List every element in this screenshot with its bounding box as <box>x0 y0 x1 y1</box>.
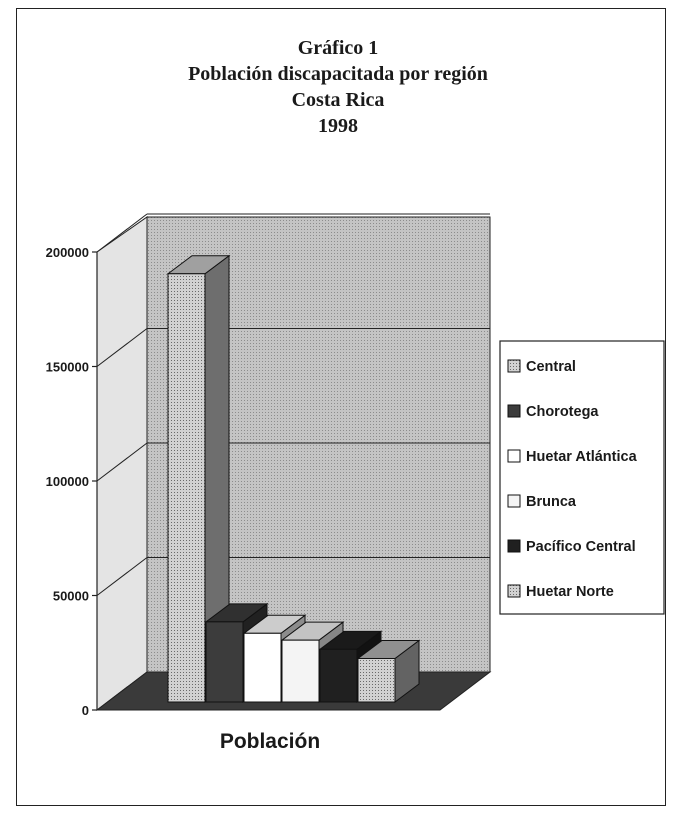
legend-label: Huetar Norte <box>526 584 614 600</box>
legend-box <box>500 341 664 614</box>
legend-label: Central <box>526 359 576 375</box>
legend-label: Chorotega <box>526 404 599 420</box>
title-line-4: 1998 <box>318 115 358 137</box>
y-tick-label: 100000 <box>45 474 89 489</box>
bar-front <box>244 633 281 702</box>
y-tick-label: 200000 <box>45 245 89 260</box>
side-wall <box>97 217 147 710</box>
legend-item <box>508 449 638 465</box>
y-tick-label: 150000 <box>45 359 89 375</box>
legend-swatch <box>508 540 520 552</box>
legend-label: Brunca <box>526 494 576 510</box>
legend <box>500 341 664 614</box>
chart-title <box>188 37 488 137</box>
title-line-2: Población discapacitada por región <box>188 63 488 85</box>
bar-front <box>320 649 357 702</box>
bar-front <box>168 274 205 702</box>
legend-label: Huetar Atlántica <box>526 449 637 465</box>
title-line-3: Costa Rica <box>291 89 385 111</box>
bar-front <box>282 640 319 702</box>
y-tick-label: 50000 <box>52 588 89 604</box>
legend-item <box>508 539 636 555</box>
legend-swatch <box>508 585 520 597</box>
legend-label: Pacífico Central <box>526 539 636 555</box>
title-line-1: Gráfico 1 <box>297 37 379 59</box>
legend-swatch <box>508 450 520 462</box>
x-axis-label: Población <box>219 730 321 753</box>
y-axis <box>46 245 97 718</box>
legend-swatch <box>508 495 520 507</box>
bar-front <box>358 658 395 702</box>
legend-swatch <box>508 360 520 372</box>
bar-front <box>206 622 243 702</box>
y-tick-label: 0 <box>81 703 89 718</box>
legend-swatch <box>508 405 520 417</box>
